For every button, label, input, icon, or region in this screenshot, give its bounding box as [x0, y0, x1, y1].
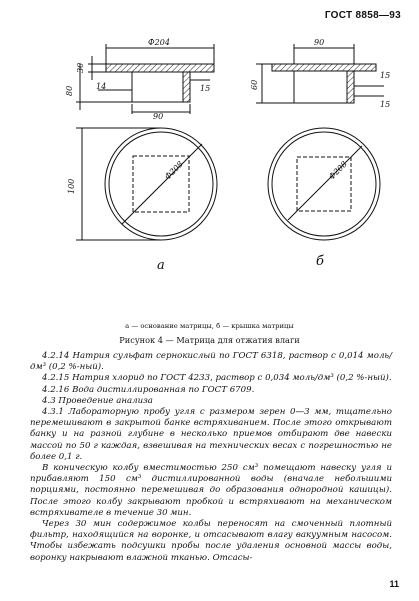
paragraph: В коническую колбу вместимостью 250 см³ помещают навеску угля и прибавляют 150 см³ дистиллированной воды (вначале небольшими порциями, постоянно перемешивая до образования однородной кашицы). После этого колбу закрывают пробкой и встряхивают на механическом встряхивателе в течение 30 мин. [30, 463, 392, 518]
paragraph: 4.3.1 Лабораторную пробу угля с размером зерен 0—3 мм, тщательно перемешивают в закрытой банке встряхиванием. После этого открывают банку и на разной глубине в несколько приемов отбирают две навески массой по 50 г каждая, взвешивая на технических весах с погрешностью не более 0,1 г. [30, 407, 392, 462]
section-heading: 4.3 Проведение анализа [42, 395, 153, 406]
dim-width-90-right: 90 [314, 38, 325, 47]
dim-height-80: 80 [65, 85, 74, 96]
dim-width-90-left: 90 [153, 112, 164, 121]
dim-15-right-b: 15 [380, 100, 391, 109]
figure-label-a: а [157, 258, 165, 273]
dim-14: 14 [96, 82, 107, 91]
dim-diameter-204: Ф204 [148, 38, 170, 47]
figure-caption: Рисунок 4 — Матрица для отжатия влаги [119, 335, 300, 345]
figure-legend: а — основание матрицы, б — крышка матрицы [125, 322, 294, 330]
dim-15-right-a: 15 [380, 71, 391, 80]
paragraph: 4.2.14 Натрия сульфат сернокислый по ГОСТ 6318, раствор с 0,014 моль/дм³ (0,2 %-ный). [30, 351, 392, 373]
paragraph: Через 30 мин содержимое колбы переносят на смоченный плотный фильтр, находящийся на воронке, и отсасывают влагу вакуумным насосом. Чтобы избежать подсушки пробы после удаления основной массы воды, воронку накрывают влажной тканью. Отсасы- [30, 519, 392, 563]
body-text [30, 351, 392, 564]
base-section-view [76, 44, 214, 114]
figure-label-b: б [316, 254, 324, 269]
page-number: 11 [389, 579, 399, 589]
dim-15-left: 15 [200, 84, 211, 93]
dim-height-30: 30 [76, 62, 85, 73]
dim-circle-208-left: Ф208 [163, 159, 185, 182]
paragraph: 4.2.15 Натрия хлорид по ГОСТ 4233, раствор с 0,034 моль/дм³ (0,2 %-ный). [42, 373, 392, 384]
dim-height-60: 60 [250, 79, 259, 90]
lid-plan-view [268, 128, 380, 240]
dim-circle-208-right: Ф208 [327, 159, 349, 182]
lid-section-view [256, 44, 384, 103]
page-header-standard: ГОСТ 8858—93 [324, 10, 401, 21]
dim-height-100: 100 [67, 178, 76, 194]
base-plan-view [76, 128, 217, 240]
paragraph: 4.2.16 Вода дистиллированная по ГОСТ 6709. [42, 384, 255, 395]
